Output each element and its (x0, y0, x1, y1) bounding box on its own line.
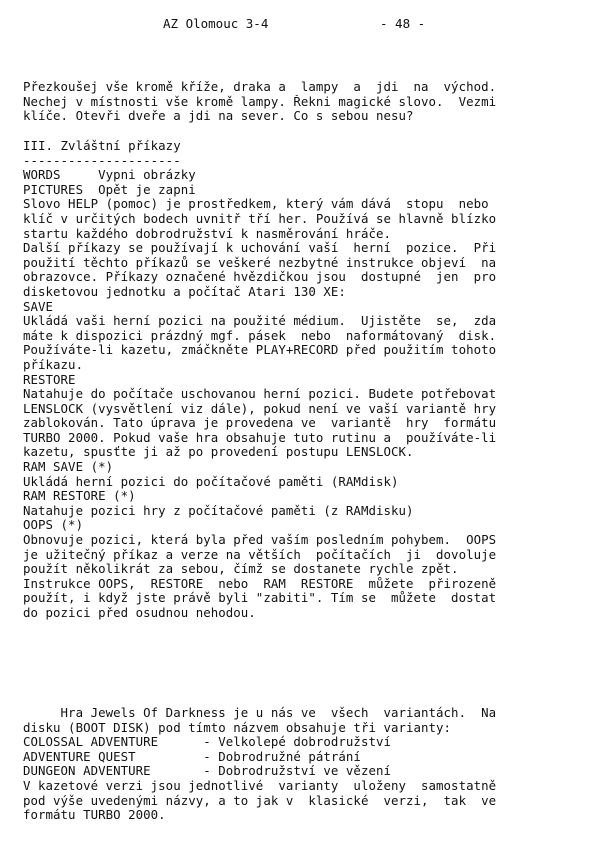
text-line: OOPS (*) (23, 518, 84, 533)
text-line: RESTORE (23, 372, 76, 387)
text-line: klíče. Otevři dveře a jdi na sever. Co s sebou nesu? (23, 109, 414, 124)
text-line: obrazovce. Příkazy označené hvězdičkou jsou dostupné jen pro (23, 270, 497, 285)
text-line: máte k dispozici prázdný mgf. pásek nebo naformátovaný disk. (23, 328, 497, 343)
text-line: použití těchto příkazů se veškeré nezbytné instrukce objeví na (23, 255, 497, 270)
text-line: Ukládá herní pozici do počítačové paměti (RAMdisk) (23, 474, 399, 489)
text-line: Hra Jewels Of Darkness je u nás ve všech variantách. Na (23, 706, 497, 720)
text-line: TURBO 2000. Pokud vaše hra obsahuje tuto rutinu a používáte-li (23, 430, 497, 445)
text-line: Natahuje do počítače uschovanou herní pozici. Budete potřebovat (23, 387, 497, 402)
text-line: Instrukce OOPS, RESTORE nebo RAM RESTORE můžete přirozeně (23, 576, 497, 591)
text-line: LENSLOCK (vysvětlení viz dále), pokud není ve vaší variantě hry (23, 401, 497, 416)
text-line: použít, i když jste právě byli "zabiti". Tím se můžete dostat (23, 591, 497, 606)
text-line: je užitečný příkaz a verze na větších počítačích ji dovoluje (23, 547, 497, 562)
text-line: kazetu, spusťte ji až po provedení postupu LENSLOCK. (23, 445, 414, 460)
paragraph-instructions (23, 80, 579, 124)
text-line: do pozici před osudnou nehodou. (23, 606, 256, 620)
paragraph-game-variants (23, 706, 579, 823)
text-line: V kazetové verzi jsou jednotlivé varianty uloženy samostatně (23, 778, 497, 793)
section-special-commands (23, 139, 579, 621)
text-line: pod výše uvedenými názvy, a to jak v klasické verzi, tak ve (23, 793, 497, 808)
text-line: startu každého dobrodružství k nasměrování hráče. (23, 226, 391, 241)
page-number: - 48 - (380, 16, 426, 31)
text-line: Ukládá vaši herní pozici na použité médium. Ujistěte se, zda (23, 314, 497, 329)
text-line: RAM RESTORE (*) (23, 489, 136, 504)
text-line: SAVE (23, 299, 54, 314)
text-line: WORDS Vypni obrázky (23, 168, 196, 183)
text-line: použít několikrát za sebou, čímž se dostanete rychle zpět. (23, 562, 459, 577)
text-line: Obnovuje pozici, která byla před vaším posledním pohybem. OOPS (23, 533, 497, 548)
text-line: klíč v určitých bodech uvnitř tří her. Používá se hlavně blízko (23, 211, 497, 226)
page-header (0, 14, 600, 34)
text-line: COLOSSAL ADVENTURE - Velkolepé dobrodružství (23, 735, 391, 750)
text-line: zablokován. Tato úprava je provedena ve variantě hry formátu (23, 416, 497, 431)
text-line: RAM SAVE (*) (23, 460, 114, 475)
text-line: formátu TURBO 2000. (23, 808, 166, 823)
text-line: III. Zvláštní příkazy (23, 139, 181, 153)
header-title: AZ Olomouc 3-4 (163, 16, 269, 31)
text-line: PICTURES Opět je zapni (23, 182, 196, 197)
text-line: příkazu. (23, 357, 84, 372)
text-line: --------------------- (23, 153, 181, 168)
text-line: DUNGEON ADVENTURE - Dobrodružství ve vězení (23, 764, 391, 779)
text-line: Používáte-li kazetu, zmáčkněte PLAY+RECORD před použitím tohoto (23, 343, 497, 358)
text-line: Natahuje pozici hry z počítačové paměti (z RAMdisku) (23, 503, 414, 518)
text-line: disketovou jednotku a počítač Atari 130 XE: (23, 284, 346, 299)
text-line: Přezkoušej vše kromě kříže, draka a lampy a jdi na východ. (23, 80, 497, 94)
text-line: ADVENTURE QUEST - Dobrodružné pátrání (23, 749, 361, 764)
text-line: Další příkazy se používají k uchování vaší herní pozice. Při (23, 241, 497, 256)
text-line: disku (BOOT DISK) pod tímto názvem obsahuje tři varianty: (23, 720, 452, 735)
text-line: Nechej v místnosti vše kromě lampy. Řekni magické slovo. Vezmi (23, 94, 497, 109)
text-line: Slovo HELP (pomoc) je prostředkem, který vám dává stopu nebo (23, 197, 489, 212)
